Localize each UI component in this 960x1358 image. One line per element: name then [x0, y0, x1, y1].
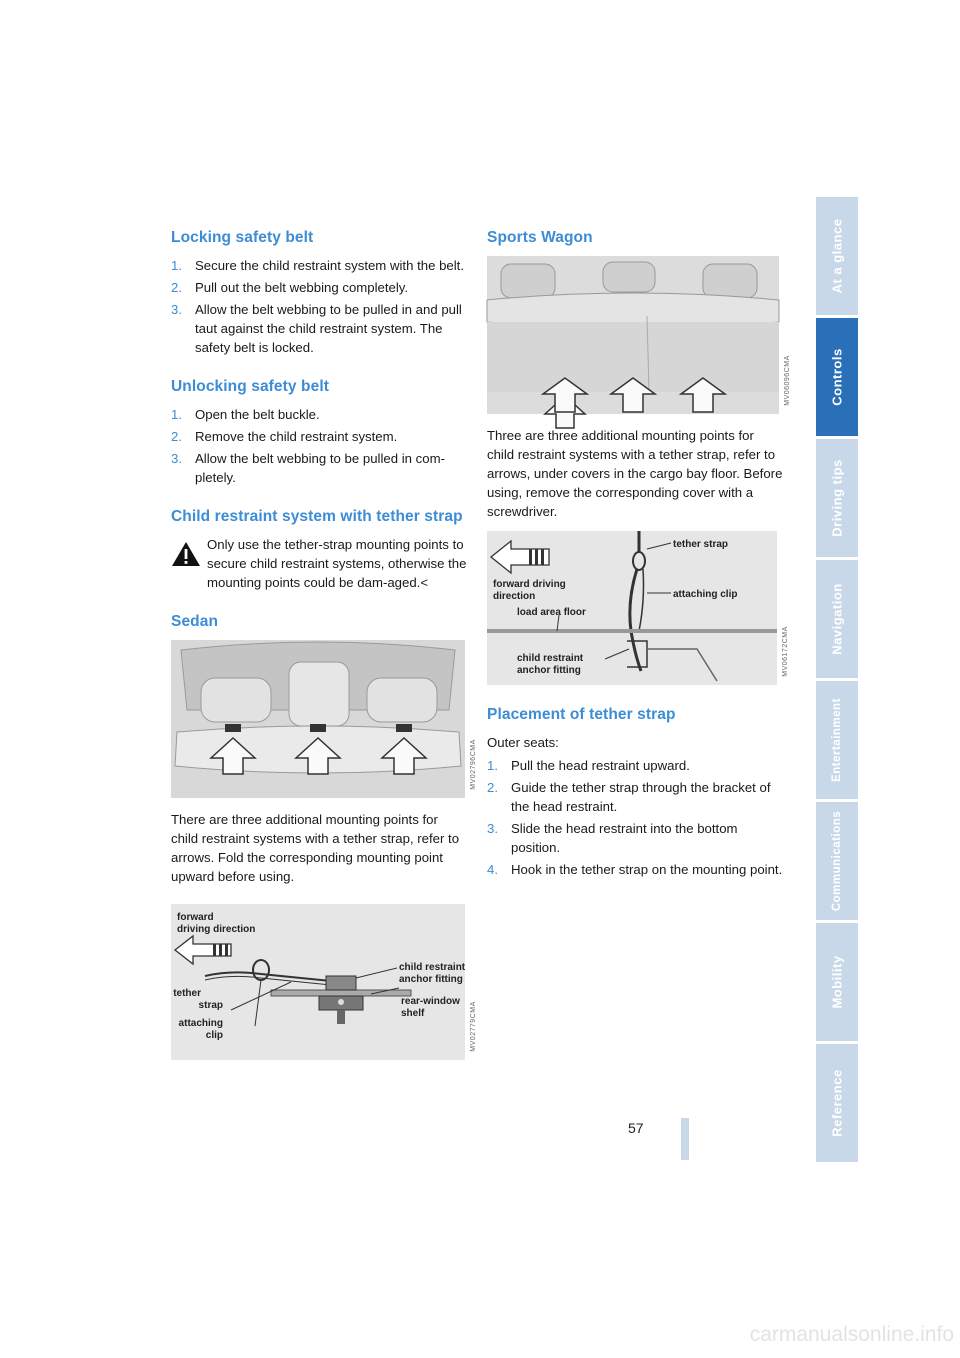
- list-item: [487, 860, 783, 879]
- site-watermark: carmanualsonline.info: [749, 1323, 954, 1346]
- placement-steps: [487, 756, 783, 879]
- step-text: Allow the belt webbing to be pulled in and pull taut against the child restraint system. The safety belt is locked.: [195, 302, 462, 355]
- tab-label: Mobility: [829, 955, 845, 1009]
- step-text: Slide the head restraint into the bottom position.: [511, 821, 738, 855]
- step-number: 1.: [487, 758, 498, 773]
- step-number: 4.: [487, 862, 498, 877]
- section-tabs: [816, 197, 858, 1165]
- label-tether: tether: [173, 988, 201, 999]
- heading-placement-tether-strap: Placement of tether strap: [487, 706, 676, 723]
- step-number: 2.: [487, 780, 498, 795]
- sedan-trunk-image: [171, 640, 478, 798]
- step-text: Allow the belt webbing to be pulled in com-pletely.: [195, 451, 445, 485]
- list-item: [171, 300, 467, 357]
- step-number: 1.: [171, 407, 182, 422]
- warning-triangle-icon: [171, 541, 201, 567]
- wagon-description: Three are three additional mounting points for child restraint systems with a tether strap, refer to arrows, under covers in the cargo bay floor. Before using, remove the corresponding cover with a screwdriver.: [487, 428, 783, 519]
- tab-label: Entertainment: [831, 698, 843, 782]
- step-text: Pull the head restraint upward.: [511, 758, 690, 773]
- sedan-tether-illustration: [171, 904, 465, 1060]
- list-item: [487, 778, 783, 816]
- image-code: MV02779CMA: [470, 1001, 478, 1052]
- label-child-restraint: child restraint: [517, 653, 584, 664]
- tab-label: Reference: [829, 1069, 845, 1137]
- heading-sedan: Sedan: [171, 613, 219, 630]
- tab-controls[interactable]: [816, 318, 858, 436]
- label-forward-driving: forward driving: [493, 579, 566, 590]
- list-item: [171, 405, 467, 424]
- label-attaching-clip: attaching clip: [673, 589, 738, 600]
- label-anchor-fitting: anchor fitting: [517, 665, 581, 676]
- wagon-cargo-image: [487, 256, 792, 414]
- heading-child-restraint-tether: Child restraint system with tether strap: [171, 508, 463, 525]
- label-anchor-fitting: anchor fitting: [399, 974, 463, 985]
- tab-label: Controls: [829, 348, 845, 406]
- step-number: 1.: [171, 258, 182, 273]
- tab-mobility[interactable]: [816, 923, 858, 1041]
- label-strap: strap: [198, 1000, 223, 1011]
- page-marker-bar: [681, 1118, 689, 1160]
- label-shelf: shelf: [401, 1008, 425, 1019]
- label-child-restraint: child restraint: [399, 962, 466, 973]
- heading-locking-safety-belt: Locking safety belt: [171, 229, 314, 246]
- image-code: MV06172CMA: [782, 626, 790, 677]
- step-text: Open the belt buckle.: [195, 407, 320, 422]
- right-column: [487, 228, 792, 882]
- label-clip: clip: [205, 1030, 223, 1041]
- label-driving-direction: driving direction: [177, 924, 256, 935]
- step-number: 2.: [171, 429, 182, 444]
- tab-label: Navigation: [829, 583, 845, 655]
- list-item: [171, 427, 467, 446]
- list-item: [487, 819, 783, 857]
- placement-intro: Outer seats:: [487, 735, 559, 750]
- step-text: Guide the tether strap through the bracket of the head restraint.: [511, 780, 771, 814]
- tab-entertainment[interactable]: [816, 681, 858, 799]
- sedan-description: There are three additional mounting points for child restraint systems with a tether strap, refer to arrows. Fold the corresponding mounting point upward before using.: [171, 812, 460, 884]
- unlocking-steps: [171, 405, 467, 487]
- image-code: MV02796CMA: [470, 739, 478, 790]
- wagon-tether-diagram: [487, 531, 790, 685]
- tab-navigation[interactable]: [816, 560, 858, 678]
- step-text: Hook in the tether strap on the mounting point.: [511, 862, 783, 877]
- list-item: [171, 278, 467, 297]
- step-text: Remove the child restraint system.: [195, 429, 398, 444]
- step-number: 2.: [171, 280, 182, 295]
- step-number: 3.: [487, 821, 498, 836]
- label-attaching: attaching: [178, 1018, 223, 1029]
- sedan-tether-diagram: [171, 904, 478, 1060]
- list-item: [171, 449, 467, 487]
- image-code: MV06096CMA: [784, 355, 792, 406]
- tab-label: At a glance: [829, 218, 845, 294]
- wagon-arrows: [487, 256, 779, 414]
- warning-note: [171, 535, 467, 592]
- list-item: [487, 756, 783, 775]
- step-number: 3.: [171, 451, 182, 466]
- left-column: [171, 228, 478, 1060]
- warning-text: Only use the tether-strap mounting points to secure child restraint systems, otherwise the mounting points could be dam-aged.<: [207, 537, 467, 590]
- wagon-tether-illustration: [487, 531, 777, 685]
- step-number: 3.: [171, 302, 182, 317]
- locking-steps: [171, 256, 467, 357]
- tab-driving-tips[interactable]: [816, 439, 858, 557]
- label-rear-window: rear-window: [401, 996, 460, 1007]
- label-direction: direction: [493, 591, 536, 602]
- tab-label: Driving tips: [829, 459, 845, 537]
- label-forward: forward: [177, 912, 214, 923]
- page-number: 57: [628, 1120, 644, 1136]
- tab-communications[interactable]: [816, 802, 858, 920]
- heading-sports-wagon: Sports Wagon: [487, 229, 593, 246]
- label-load-area-floor: load area floor: [517, 607, 586, 618]
- label-tether-strap: tether strap: [673, 539, 729, 550]
- tab-label: Communications: [831, 810, 843, 912]
- step-text: Pull out the belt webbing completely.: [195, 280, 409, 295]
- tab-at-a-glance[interactable]: [816, 197, 858, 315]
- list-item: [171, 256, 467, 275]
- tab-reference[interactable]: [816, 1044, 858, 1162]
- sedan-trunk-illustration: [171, 640, 465, 798]
- heading-unlocking-safety-belt: Unlocking safety belt: [171, 378, 329, 395]
- step-text: Secure the child restraint system with the belt.: [195, 258, 464, 273]
